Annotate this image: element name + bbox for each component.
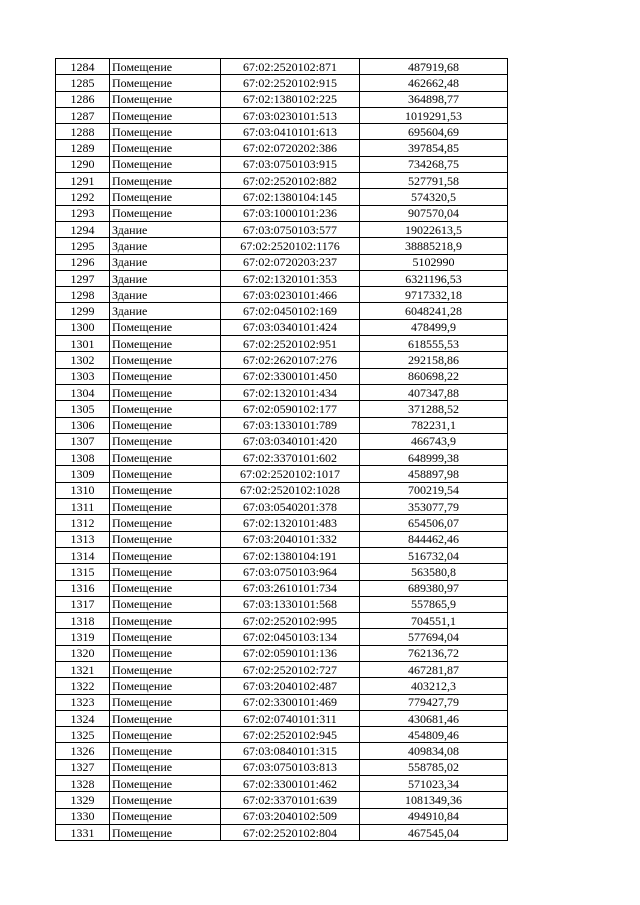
row-number-cell: 1297 (56, 270, 110, 286)
cadastral-value-cell: 734268,75 (360, 156, 508, 172)
row-number-cell: 1291 (56, 173, 110, 189)
table-row (56, 645, 508, 661)
row-number-cell: 1302 (56, 352, 110, 368)
table-row (56, 401, 508, 417)
row-number-cell: 1288 (56, 124, 110, 140)
cadastral-number-cell: 67:03:0340101:420 (221, 433, 360, 449)
cadastral-value-cell: 907570,04 (360, 205, 508, 221)
cadastral-value-cell: 487919,68 (360, 59, 508, 75)
cadastral-number-cell: 67:02:3300101:462 (221, 776, 360, 792)
cadastral-number-cell: 67:02:0740101:311 (221, 710, 360, 726)
object-type-cell: Помещение (110, 156, 221, 172)
object-type-cell: Помещение (110, 824, 221, 840)
object-type-cell: Помещение (110, 336, 221, 352)
table-row (56, 596, 508, 612)
object-type-cell: Помещение (110, 661, 221, 677)
row-number-cell: 1305 (56, 401, 110, 417)
row-number-cell: 1308 (56, 450, 110, 466)
object-type-cell: Здание (110, 270, 221, 286)
object-type-cell: Помещение (110, 759, 221, 775)
cadastral-value-cell: 403212,3 (360, 678, 508, 694)
cadastral-value-cell: 689380,97 (360, 580, 508, 596)
object-type-cell: Здание (110, 254, 221, 270)
row-number-cell: 1304 (56, 384, 110, 400)
table-row (56, 466, 508, 482)
row-number-cell: 1330 (56, 808, 110, 824)
cadastral-number-cell: 67:03:1330101:789 (221, 417, 360, 433)
cadastral-number-cell: 67:03:2040102:509 (221, 808, 360, 824)
object-type-cell: Помещение (110, 384, 221, 400)
object-type-cell: Помещение (110, 547, 221, 563)
cadastral-value-cell: 563580,8 (360, 564, 508, 580)
object-type-cell: Помещение (110, 792, 221, 808)
cadastral-number-cell: 67:02:2520102:727 (221, 661, 360, 677)
cadastral-number-cell: 67:02:0720203:237 (221, 254, 360, 270)
object-type-cell: Помещение (110, 173, 221, 189)
object-type-cell: Помещение (110, 515, 221, 531)
cadastral-value-cell: 407347,88 (360, 384, 508, 400)
object-type-cell: Здание (110, 303, 221, 319)
cadastral-value-cell: 364898,77 (360, 91, 508, 107)
table-row (56, 75, 508, 91)
object-type-cell: Помещение (110, 694, 221, 710)
object-type-cell: Помещение (110, 499, 221, 515)
row-number-cell: 1286 (56, 91, 110, 107)
table-row (56, 727, 508, 743)
object-type-cell: Помещение (110, 140, 221, 156)
row-number-cell: 1292 (56, 189, 110, 205)
row-number-cell: 1320 (56, 645, 110, 661)
row-number-cell: 1294 (56, 221, 110, 237)
cadastral-value-cell: 5102990 (360, 254, 508, 270)
row-number-cell: 1293 (56, 205, 110, 221)
row-number-cell: 1287 (56, 107, 110, 123)
row-number-cell: 1329 (56, 792, 110, 808)
table-row (56, 303, 508, 319)
cadastral-value-cell: 700219,54 (360, 482, 508, 498)
cadastral-number-cell: 67:03:1000101:236 (221, 205, 360, 221)
object-type-cell: Помещение (110, 401, 221, 417)
cadastral-number-cell: 67:02:3300101:450 (221, 368, 360, 384)
cadastral-value-cell: 467545,04 (360, 824, 508, 840)
cadastral-value-cell: 648999,38 (360, 450, 508, 466)
cadastral-value-cell: 292158,86 (360, 352, 508, 368)
cadastral-value-cell: 695604,69 (360, 124, 508, 140)
cadastral-value-cell: 467281,87 (360, 661, 508, 677)
cadastral-value-cell: 430681,46 (360, 710, 508, 726)
row-number-cell: 1289 (56, 140, 110, 156)
table-row (56, 270, 508, 286)
object-type-cell: Помещение (110, 564, 221, 580)
cadastral-value-cell: 6048241,28 (360, 303, 508, 319)
cadastral-number-cell: 67:02:2520102:951 (221, 336, 360, 352)
object-type-cell: Помещение (110, 352, 221, 368)
object-type-cell: Помещение (110, 482, 221, 498)
cadastral-value-cell: 353077,79 (360, 499, 508, 515)
table-row (56, 531, 508, 547)
cadastral-value-cell: 779427,79 (360, 694, 508, 710)
cadastral-value-cell: 574320,5 (360, 189, 508, 205)
cadastral-value-cell: 466743,9 (360, 433, 508, 449)
row-number-cell: 1325 (56, 727, 110, 743)
table-row (56, 743, 508, 759)
cadastral-value-cell: 762136,72 (360, 645, 508, 661)
table-row (56, 678, 508, 694)
cadastral-number-cell: 67:02:2520102:882 (221, 173, 360, 189)
table-row (56, 661, 508, 677)
cadastral-number-cell: 67:03:0230101:513 (221, 107, 360, 123)
row-number-cell: 1313 (56, 531, 110, 547)
object-type-cell: Помещение (110, 124, 221, 140)
cadastral-number-cell: 67:02:0590102:177 (221, 401, 360, 417)
cadastral-value-cell: 1081349,36 (360, 792, 508, 808)
cadastral-value-cell: 577694,04 (360, 629, 508, 645)
row-number-cell: 1301 (56, 336, 110, 352)
object-type-cell: Помещение (110, 645, 221, 661)
object-type-cell: Помещение (110, 466, 221, 482)
table-row (56, 91, 508, 107)
object-type-cell: Помещение (110, 75, 221, 91)
object-type-cell: Помещение (110, 450, 221, 466)
cadastral-number-cell: 67:03:2610101:734 (221, 580, 360, 596)
row-number-cell: 1326 (56, 743, 110, 759)
cadastral-value-cell: 409834,08 (360, 743, 508, 759)
table-row (56, 189, 508, 205)
cadastral-value-table (55, 58, 508, 841)
cadastral-number-cell: 67:02:2520102:1176 (221, 238, 360, 254)
object-type-cell: Помещение (110, 205, 221, 221)
object-type-cell: Помещение (110, 417, 221, 433)
object-type-cell: Здание (110, 238, 221, 254)
table-row (56, 824, 508, 840)
table-row (56, 384, 508, 400)
cadastral-number-cell: 67:03:1330101:568 (221, 596, 360, 612)
cadastral-number-cell: 67:02:0590101:136 (221, 645, 360, 661)
cadastral-value-cell: 462662,48 (360, 75, 508, 91)
cadastral-number-cell: 67:02:2520102:1028 (221, 482, 360, 498)
cadastral-value-cell: 458897,98 (360, 466, 508, 482)
object-type-cell: Помещение (110, 59, 221, 75)
table-row (56, 221, 508, 237)
table-row (56, 238, 508, 254)
table-row (56, 433, 508, 449)
cadastral-number-cell: 67:02:3370101:639 (221, 792, 360, 808)
table-row (56, 808, 508, 824)
object-type-cell: Помещение (110, 596, 221, 612)
table-row (56, 156, 508, 172)
row-number-cell: 1303 (56, 368, 110, 384)
object-type-cell: Помещение (110, 808, 221, 824)
object-type-cell: Помещение (110, 433, 221, 449)
cadastral-number-cell: 67:03:2040102:487 (221, 678, 360, 694)
cadastral-value-cell: 782231,1 (360, 417, 508, 433)
cadastral-number-cell: 67:03:0840101:315 (221, 743, 360, 759)
cadastral-value-cell: 618555,53 (360, 336, 508, 352)
object-type-cell: Помещение (110, 91, 221, 107)
cadastral-value-cell: 571023,34 (360, 776, 508, 792)
cadastral-number-cell: 67:02:2620107:276 (221, 352, 360, 368)
cadastral-number-cell: 67:03:0750103:964 (221, 564, 360, 580)
cadastral-number-cell: 67:02:2520102:804 (221, 824, 360, 840)
cadastral-number-cell: 67:03:0540201:378 (221, 499, 360, 515)
cadastral-number-cell: 67:02:2520102:1017 (221, 466, 360, 482)
cadastral-value-cell: 558785,02 (360, 759, 508, 775)
row-number-cell: 1318 (56, 613, 110, 629)
table-row (56, 564, 508, 580)
object-type-cell: Помещение (110, 613, 221, 629)
object-type-cell: Помещение (110, 710, 221, 726)
table-row (56, 124, 508, 140)
object-type-cell: Помещение (110, 319, 221, 335)
row-number-cell: 1285 (56, 75, 110, 91)
cadastral-number-cell: 67:02:1380104:145 (221, 189, 360, 205)
object-type-cell: Помещение (110, 776, 221, 792)
row-number-cell: 1299 (56, 303, 110, 319)
cadastral-value-cell: 844462,46 (360, 531, 508, 547)
row-number-cell: 1306 (56, 417, 110, 433)
row-number-cell: 1309 (56, 466, 110, 482)
cadastral-number-cell: 67:02:1320101:483 (221, 515, 360, 531)
table-row (56, 417, 508, 433)
cadastral-number-cell: 67:03:0230101:466 (221, 287, 360, 303)
cadastral-number-cell: 67:02:2520102:871 (221, 59, 360, 75)
cadastral-value-cell: 516732,04 (360, 547, 508, 563)
cadastral-value-cell: 860698,22 (360, 368, 508, 384)
object-type-cell: Помещение (110, 629, 221, 645)
cadastral-number-cell: 67:02:1320101:353 (221, 270, 360, 286)
row-number-cell: 1315 (56, 564, 110, 580)
object-type-cell: Помещение (110, 743, 221, 759)
row-number-cell: 1296 (56, 254, 110, 270)
cadastral-value-cell: 38885218,9 (360, 238, 508, 254)
table-row (56, 499, 508, 515)
table-row (56, 352, 508, 368)
cadastral-number-cell: 67:02:1380102:225 (221, 91, 360, 107)
cadastral-number-cell: 67:02:1380104:191 (221, 547, 360, 563)
row-number-cell: 1298 (56, 287, 110, 303)
cadastral-number-cell: 67:02:3300101:469 (221, 694, 360, 710)
row-number-cell: 1327 (56, 759, 110, 775)
table-row (56, 613, 508, 629)
cadastral-value-cell: 397854,85 (360, 140, 508, 156)
table-row (56, 173, 508, 189)
object-type-cell: Помещение (110, 580, 221, 596)
cadastral-value-cell: 9717332,18 (360, 287, 508, 303)
cadastral-number-cell: 67:02:2520102:915 (221, 75, 360, 91)
cadastral-value-cell: 1019291,53 (360, 107, 508, 123)
object-type-cell: Помещение (110, 368, 221, 384)
row-number-cell: 1311 (56, 499, 110, 515)
table-row (56, 694, 508, 710)
cadastral-number-cell: 67:03:2040101:332 (221, 531, 360, 547)
row-number-cell: 1331 (56, 824, 110, 840)
object-type-cell: Помещение (110, 107, 221, 123)
cadastral-number-cell: 67:03:0750103:915 (221, 156, 360, 172)
cadastral-value-cell: 19022613,5 (360, 221, 508, 237)
table-row (56, 140, 508, 156)
cadastral-number-cell: 67:03:0750103:577 (221, 221, 360, 237)
row-number-cell: 1317 (56, 596, 110, 612)
table-row (56, 547, 508, 563)
row-number-cell: 1323 (56, 694, 110, 710)
row-number-cell: 1300 (56, 319, 110, 335)
row-number-cell: 1290 (56, 156, 110, 172)
table-body (56, 59, 508, 841)
cadastral-value-cell: 557865,9 (360, 596, 508, 612)
row-number-cell: 1307 (56, 433, 110, 449)
table-row (56, 336, 508, 352)
cadastral-value-cell: 478499,9 (360, 319, 508, 335)
row-number-cell: 1314 (56, 547, 110, 563)
table-row (56, 254, 508, 270)
cadastral-number-cell: 67:02:2520102:945 (221, 727, 360, 743)
row-number-cell: 1310 (56, 482, 110, 498)
cadastral-number-cell: 67:02:1320101:434 (221, 384, 360, 400)
object-type-cell: Здание (110, 287, 221, 303)
table-row (56, 450, 508, 466)
cadastral-value-cell: 454809,46 (360, 727, 508, 743)
cadastral-value-cell: 494910,84 (360, 808, 508, 824)
cadastral-number-cell: 67:02:3370101:602 (221, 450, 360, 466)
table-row (56, 759, 508, 775)
cadastral-value-cell: 6321196,53 (360, 270, 508, 286)
cadastral-number-cell: 67:02:2520102:995 (221, 613, 360, 629)
table-row (56, 792, 508, 808)
row-number-cell: 1321 (56, 661, 110, 677)
row-number-cell: 1284 (56, 59, 110, 75)
table-row (56, 368, 508, 384)
row-number-cell: 1324 (56, 710, 110, 726)
cadastral-number-cell: 67:03:0750103:813 (221, 759, 360, 775)
row-number-cell: 1295 (56, 238, 110, 254)
cadastral-number-cell: 67:02:0450102:169 (221, 303, 360, 319)
row-number-cell: 1312 (56, 515, 110, 531)
table-row (56, 515, 508, 531)
table-row (56, 205, 508, 221)
table-row (56, 710, 508, 726)
table-row (56, 482, 508, 498)
cadastral-value-cell: 527791,58 (360, 173, 508, 189)
row-number-cell: 1328 (56, 776, 110, 792)
table-row (56, 629, 508, 645)
cadastral-value-cell: 371288,52 (360, 401, 508, 417)
cadastral-number-cell: 67:03:0410101:613 (221, 124, 360, 140)
cadastral-value-cell: 704551,1 (360, 613, 508, 629)
table-row (56, 59, 508, 75)
object-type-cell: Здание (110, 221, 221, 237)
table-row (56, 107, 508, 123)
row-number-cell: 1316 (56, 580, 110, 596)
row-number-cell: 1322 (56, 678, 110, 694)
table-row (56, 776, 508, 792)
object-type-cell: Помещение (110, 678, 221, 694)
cadastral-number-cell: 67:03:0340101:424 (221, 319, 360, 335)
object-type-cell: Помещение (110, 531, 221, 547)
table-row (56, 580, 508, 596)
row-number-cell: 1319 (56, 629, 110, 645)
cadastral-number-cell: 67:02:0720202:386 (221, 140, 360, 156)
table-row (56, 319, 508, 335)
object-type-cell: Помещение (110, 727, 221, 743)
cadastral-number-cell: 67:02:0450103:134 (221, 629, 360, 645)
object-type-cell: Помещение (110, 189, 221, 205)
cadastral-value-cell: 654506,07 (360, 515, 508, 531)
table-row (56, 287, 508, 303)
